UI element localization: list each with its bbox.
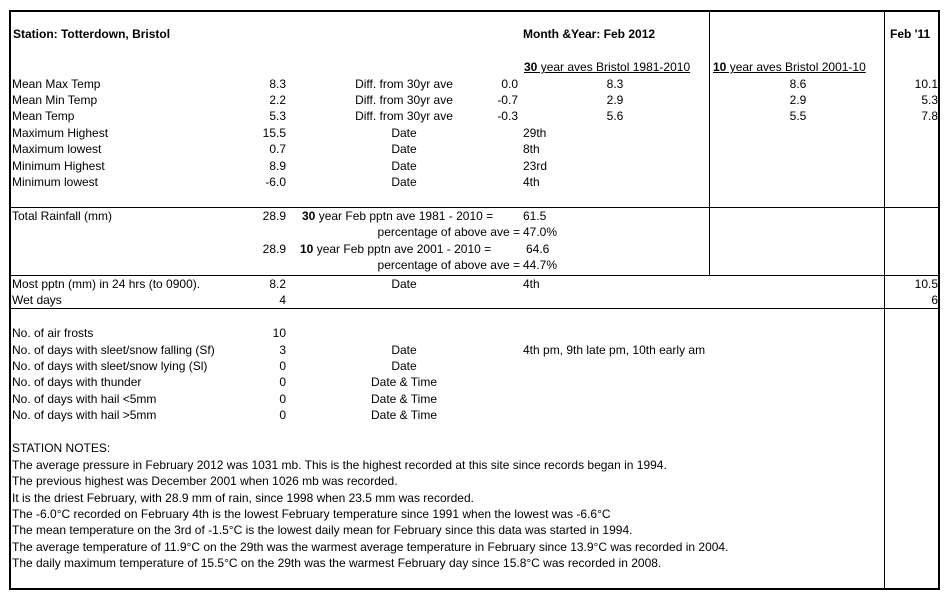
row-mid-label: Date xyxy=(391,343,417,357)
row-value: 8.2 xyxy=(269,277,286,291)
divider-days-top xyxy=(9,308,940,309)
row-label: Mean Min Temp xyxy=(12,93,98,107)
note-line: It is the driest February, with 28.9 mm of rain, since 1998 when 23.5 mm was recorded. xyxy=(12,491,474,505)
divider-prev-year-column xyxy=(884,10,885,590)
row-prev-year: 5.3 xyxy=(921,93,938,107)
row-value: -6.0 xyxy=(265,175,286,189)
row-value: 2.2 xyxy=(269,93,286,107)
row-mid-label: Diff. from 30yr ave xyxy=(355,93,453,107)
note-line: The mean temperature on the 3rd of -1.5°C is the lowest daily mean for February since this data was started in 1994. xyxy=(12,523,633,537)
rainfall-10yr-label xyxy=(300,242,491,256)
rainfall-10yr-pct-label: percentage of above ave = xyxy=(377,258,520,272)
ave10-header-text: year aves Bristol 2001-10 xyxy=(726,60,866,74)
row-label: Wet days xyxy=(12,293,62,307)
row-ave30: 5.6 xyxy=(606,109,624,123)
row-value: 3 xyxy=(279,343,286,357)
rainfall-10yr-number: 10 xyxy=(300,242,314,256)
note-line: The average pressure in February 2012 was 1031 mb. This is the highest recorded at this site since records began in 1994. xyxy=(12,458,667,472)
row-ave10: 8.6 xyxy=(789,77,807,91)
notes-title: STATION NOTES: xyxy=(12,441,111,455)
row-mid-label: Date xyxy=(391,142,417,156)
month-year: Month &Year: Feb 2012 xyxy=(523,27,656,41)
row-diff: -0.3 xyxy=(497,109,518,123)
row-mid-label: Date & Time xyxy=(370,392,438,406)
row-label: Maximum Highest xyxy=(12,126,109,140)
row-label: No. of days with sleet/snow lying (Sl) xyxy=(12,359,208,373)
station-name: Station: Totterdown, Bristol xyxy=(13,27,171,41)
row-mid-label: Date xyxy=(391,277,417,291)
row-ave10: 5.5 xyxy=(789,109,807,123)
row-value: 4 xyxy=(279,293,286,307)
divider-10yr-column xyxy=(709,10,710,276)
row-label: Mean Max Temp xyxy=(12,77,101,91)
row-label: No. of days with hail >5mm xyxy=(12,408,157,422)
note-line: The average temperature of 11.9°C on the 29th was the warmest average temperature in February since 13.9°C was recorded in 2004. xyxy=(12,540,729,554)
rainfall-30yr-value: 61.5 xyxy=(523,209,547,223)
rainfall-30yr-number: 30 xyxy=(302,209,316,223)
row-diff: 0.0 xyxy=(501,77,518,91)
row-mid-label: Date & Time xyxy=(370,408,438,422)
row-label: Most pptn (mm) in 24 hrs (to 0900). xyxy=(12,277,201,291)
row-mid-label: Date xyxy=(391,359,417,373)
rainfall-30yr-pct: 47.0% xyxy=(523,225,558,239)
row-value: 10 xyxy=(272,326,286,340)
rainfall-30yr-pct-label: percentage of above ave = xyxy=(377,225,520,239)
row-label: Minimum lowest xyxy=(12,175,99,189)
note-line: The daily maximum temperature of 15.5°C on the 29th was the warmest February day since 15.8°C was recorded in 2008. xyxy=(12,556,662,570)
rainfall-10yr-value: 64.6 xyxy=(526,242,550,256)
row-date: 8th xyxy=(523,142,540,156)
row-prev-year: 10.5 xyxy=(914,277,938,291)
rainfall-value-2: 28.9 xyxy=(262,242,286,256)
rainfall-label: Total Rainfall (mm) xyxy=(12,209,113,223)
row-value: 0 xyxy=(279,375,286,389)
ave10-header xyxy=(713,60,866,74)
row-date: 4th xyxy=(523,277,540,291)
row-diff: -0.7 xyxy=(497,93,518,107)
row-mid-label: Date & Time xyxy=(370,375,438,389)
row-ave30: 8.3 xyxy=(606,77,624,91)
row-date: 29th xyxy=(523,126,547,140)
row-prev-year: 7.8 xyxy=(921,109,938,123)
rainfall-10yr-text: year Feb pptn ave 2001 - 2010 = xyxy=(313,242,492,256)
row-value: 0.7 xyxy=(269,142,286,156)
rainfall-value: 28.9 xyxy=(262,209,286,223)
ave30-header-text: year aves Bristol 1981-2010 xyxy=(537,60,691,74)
row-ave10: 2.9 xyxy=(789,93,807,107)
note-line: The previous highest was December 2001 when 1026 mb was recorded. xyxy=(12,474,398,488)
row-value: 0 xyxy=(279,408,286,422)
ave10-header-number: 10 xyxy=(713,60,727,74)
row-label: Mean Temp xyxy=(12,109,75,123)
row-value: 0 xyxy=(279,359,286,373)
row-mid-label: Diff. from 30yr ave xyxy=(355,109,453,123)
ave30-header xyxy=(524,60,690,74)
rainfall-30yr-text: year Feb pptn ave 1981 - 2010 = xyxy=(315,209,494,223)
row-label: No. of air frosts xyxy=(12,326,94,340)
row-label: Maximum lowest xyxy=(12,142,102,156)
note-line: The -6.0°C recorded on February 4th is the lowest February temperature since 1991 when the lowest was -6.6°C xyxy=(12,507,611,521)
prev-year-header: Feb '11 xyxy=(890,27,931,41)
rainfall-30yr-label xyxy=(302,209,493,223)
divider-rainfall-top xyxy=(9,207,940,208)
row-date: 23rd xyxy=(523,159,548,173)
row-date: 4th pm, 9th late pm, 10th early am xyxy=(523,343,706,357)
row-label: No. of days with sleet/snow falling (Sf) xyxy=(12,343,215,357)
row-mid-label: Date xyxy=(391,159,417,173)
row-value: 8.9 xyxy=(269,159,286,173)
row-value: 0 xyxy=(279,392,286,406)
rainfall-10yr-pct: 44.7% xyxy=(523,258,558,272)
row-value: 15.5 xyxy=(262,126,286,140)
row-mid-label: Diff. from 30yr ave xyxy=(355,77,453,91)
row-label: No. of days with hail <5mm xyxy=(12,392,157,406)
row-label: No. of days with thunder xyxy=(12,375,142,389)
row-value: 8.3 xyxy=(269,77,286,91)
row-mid-label: Date xyxy=(391,175,417,189)
row-prev-year: 6 xyxy=(931,293,938,307)
row-prev-year: 10.1 xyxy=(914,77,938,91)
row-mid-label: Date xyxy=(391,126,417,140)
row-value: 5.3 xyxy=(269,109,286,123)
ave30-header-number: 30 xyxy=(524,60,538,74)
divider-pptn-top xyxy=(9,275,940,276)
row-label: Minimum Highest xyxy=(12,159,105,173)
row-date: 4th xyxy=(523,175,540,189)
row-ave30: 2.9 xyxy=(606,93,624,107)
